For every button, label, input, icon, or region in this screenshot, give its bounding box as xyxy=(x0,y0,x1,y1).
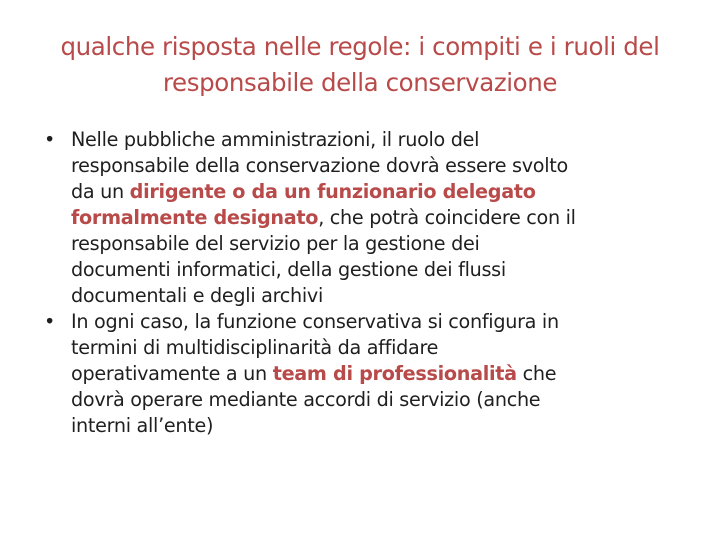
bullet-1-line-5: responsabile del servizio per la gestione dei xyxy=(71,232,480,255)
bullet-2-line-5: interni all’ente) xyxy=(71,414,214,437)
slide-title xyxy=(20,29,700,101)
bullet-item-2 xyxy=(44,309,704,439)
highlight-role-dirigente: dirigente o da un funzionario delegato xyxy=(129,180,536,203)
bullet-1-line-2: responsabile della conservazione dovrà essere svolto xyxy=(71,154,568,177)
slide-title-line-2: responsabile della conservazione xyxy=(162,68,558,97)
highlight-formalmente-designato: formalmente designato xyxy=(71,206,319,229)
bullet-1-line-4-text: , che potrà coincidere con il xyxy=(318,206,576,229)
bullet-2-line-2: termini di multidisciplinarità da affidare xyxy=(71,336,439,359)
bullet-1-line-7: documentali e degli archivi xyxy=(71,284,324,307)
bullet-1-line-4 xyxy=(71,205,704,231)
bullet-2-line-4: dovrà operare mediante accordi di servizio (anche xyxy=(71,388,541,411)
bullet-2-line-3 xyxy=(71,361,704,387)
bullet-1-line-3-text: da un xyxy=(71,180,130,203)
bullet-item-1 xyxy=(44,127,704,309)
bullet-icon: • xyxy=(44,310,56,333)
bullet-list xyxy=(44,127,704,439)
bullet-2-line-3-text: operativamente a un xyxy=(71,362,273,385)
bullet-1-line-3 xyxy=(71,179,704,205)
bullet-1-line-6: documenti informatici, della gestione dei flussi xyxy=(71,258,506,281)
highlight-team-di-professionalita: team di professionalità xyxy=(272,362,517,385)
slide-title-line-1: qualche risposta nelle regole: i compiti e i ruoli del xyxy=(60,32,660,61)
bullet-icon: • xyxy=(44,128,56,151)
bullet-2-line-1: In ogni caso, la funzione conservativa si configura in xyxy=(71,310,559,333)
bullet-2-line-3-tail: che xyxy=(516,362,557,385)
bullet-1-line-1: Nelle pubbliche amministrazioni, il ruolo del xyxy=(71,128,480,151)
